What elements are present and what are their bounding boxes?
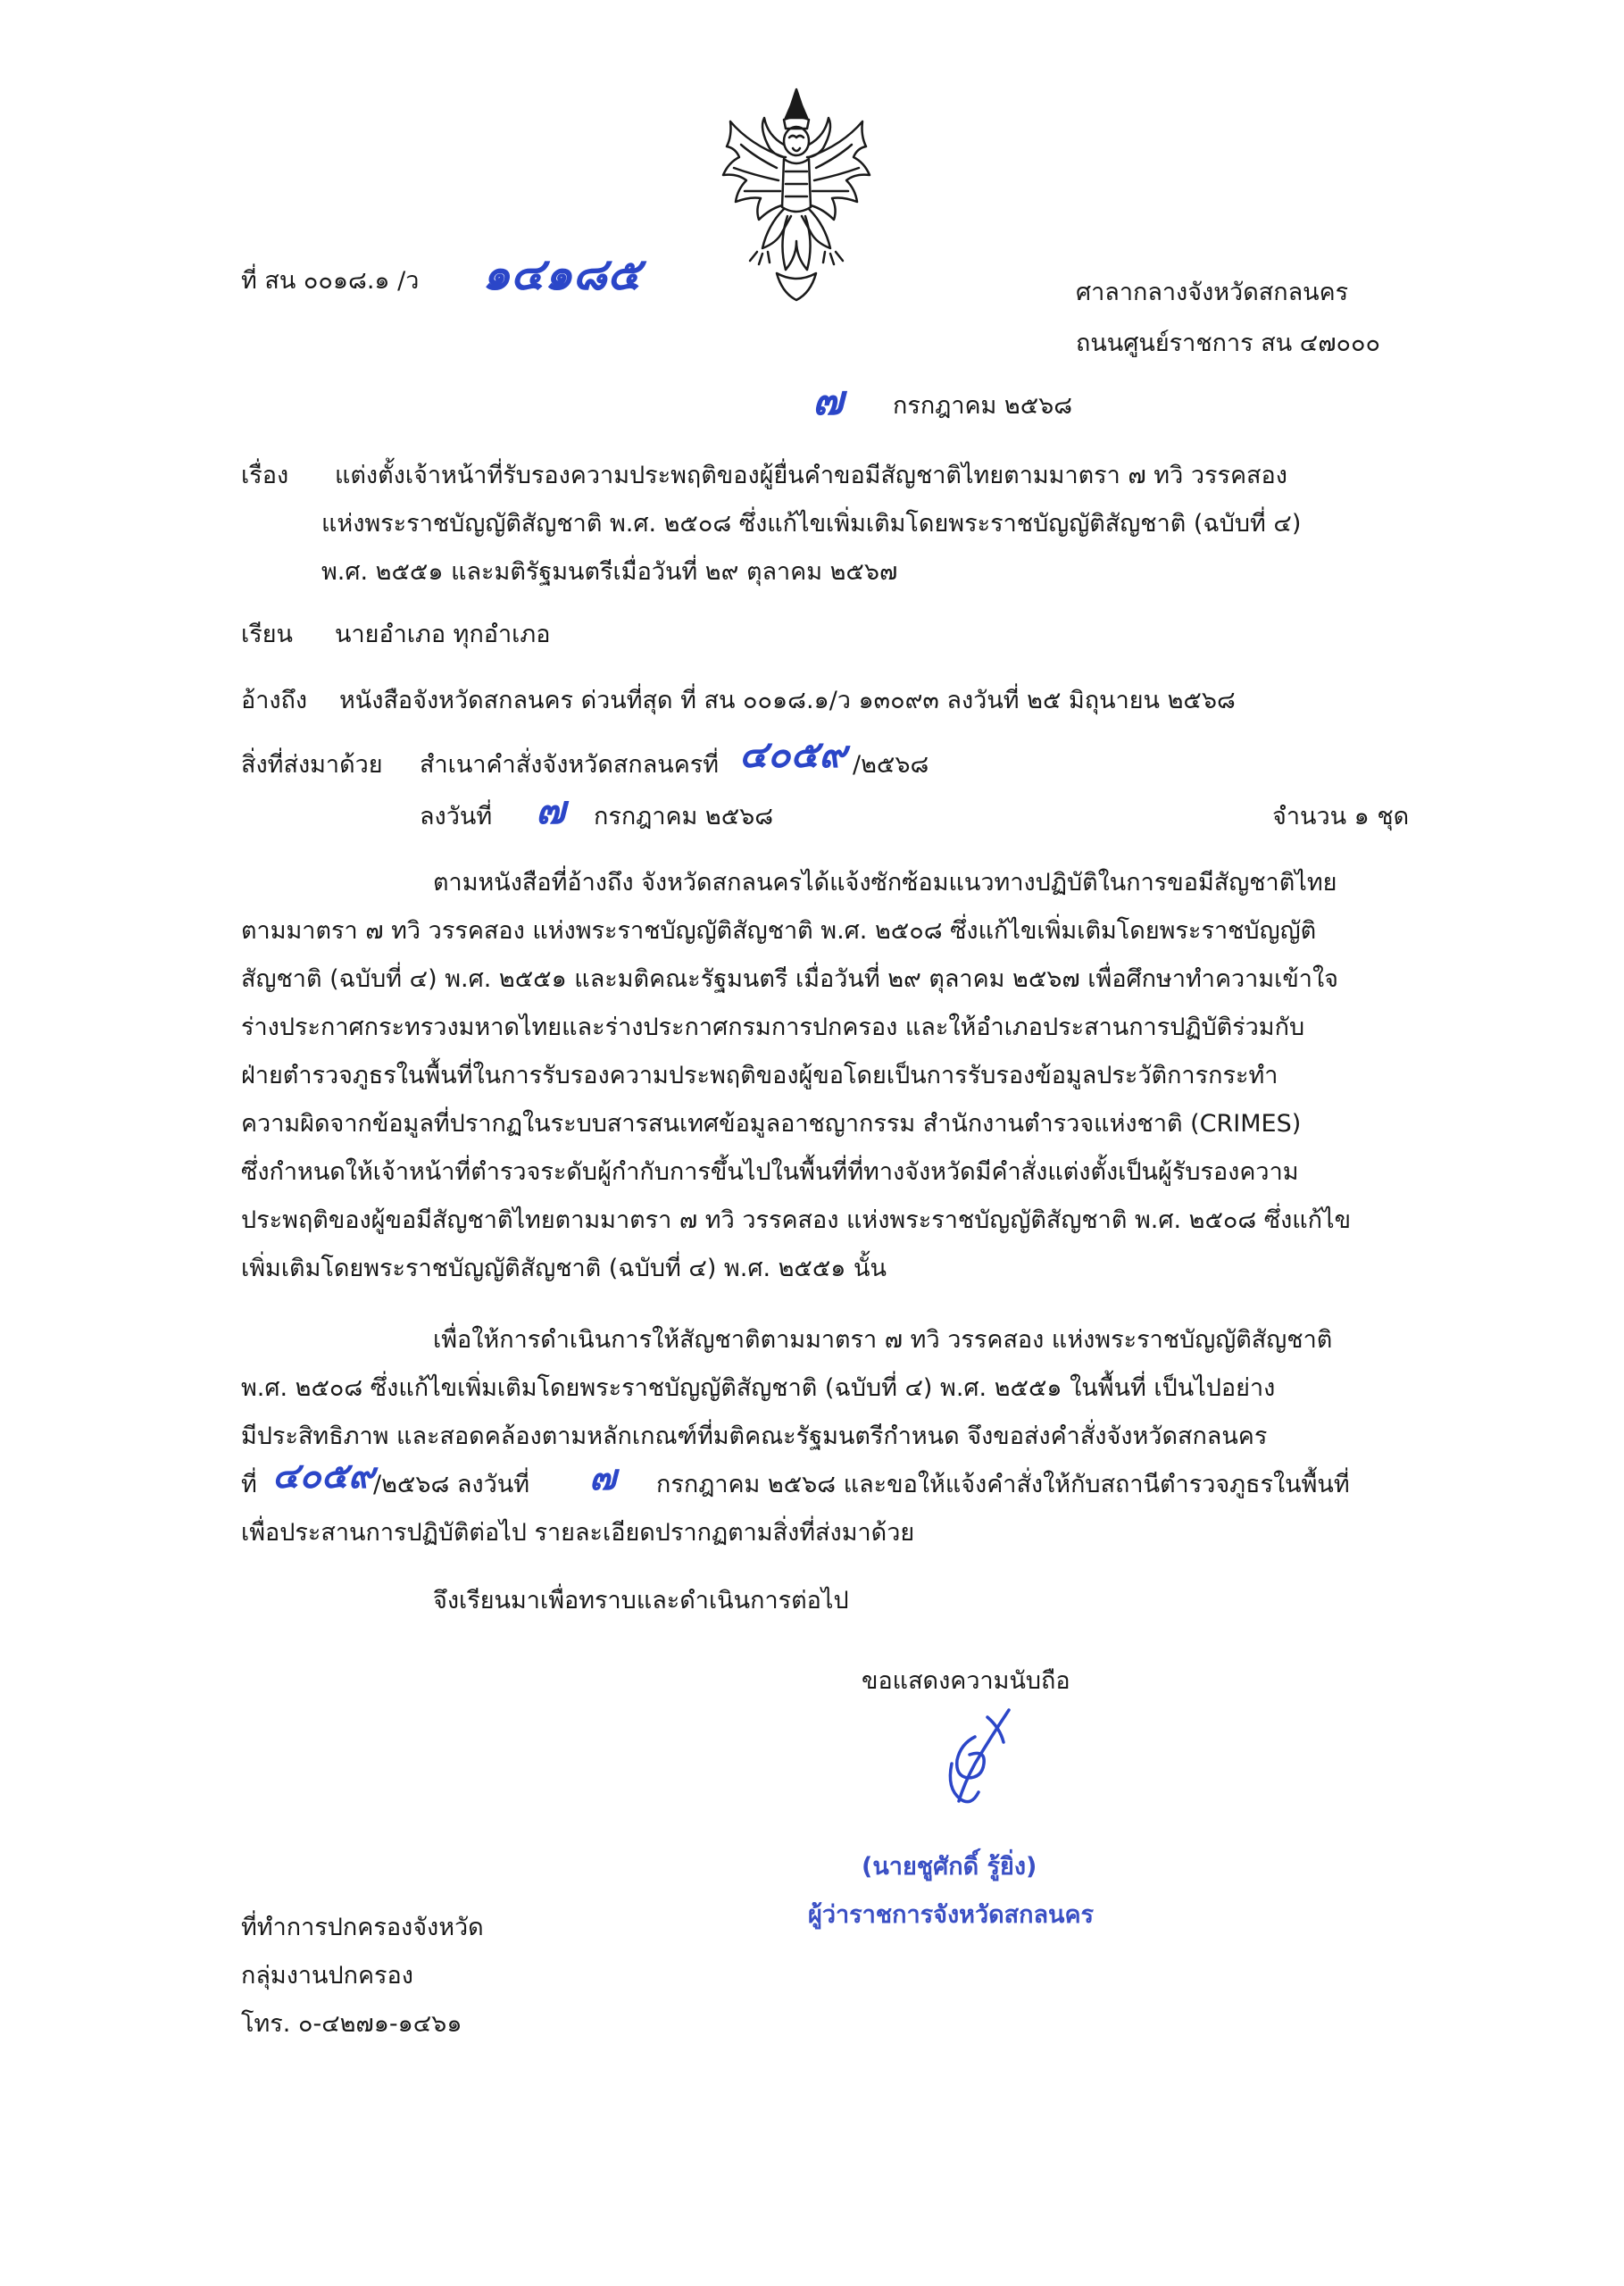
- regards: ขอแสดงความนับถือ: [862, 1667, 1070, 1695]
- body-para2-line4-mid: /๒๕๖๘ ลงวันที่: [373, 1471, 530, 1498]
- body-para1-line8: ประพฤติของผู้ขอมีสัญชาติไทยตามมาตรา ๗ ทวิ วรรคสอง แห่งพระราชบัญญัติสัญชาติ พ.ศ. ๒๕๐๘ ซึ่งแก้ไข: [241, 1206, 1352, 1234]
- enclosure-year: /๒๕๖๘: [853, 751, 929, 779]
- body-para1-line5: ฝ่ายตำรวจภูธรในพื้นที่ในการรับรองความประพฤติของผู้ขอโดยเป็นการรับรองข้อมูลประวัติการกระทำ: [241, 1062, 1278, 1089]
- subject-line-1: แต่งตั้งเจ้าหน้าที่รับรองความประพฤติของผู้ยื่นคำขอมีสัญชาติไทยตามมาตรา ๗ ทวิ วรรคสอง: [335, 462, 1287, 489]
- office-name: ศาลากลางจังหวัดสกลนคร: [1076, 279, 1349, 306]
- closing-line: จึงเรียนมาเพื่อทราบและดำเนินการต่อไป: [433, 1587, 849, 1614]
- enclosure-date-label: ลงวันที่: [420, 803, 493, 830]
- reference-text: หนังสือจังหวัดสกลนคร ด่วนที่สุด ที่ สน ๐๐๑๘.๑/ว ๑๓๐๙๓ ลงวันที่ ๒๕ มิถุนายน ๒๕๖๘: [339, 687, 1236, 714]
- body-para1-line2: ตามมาตรา ๗ ทวิ วรรคสอง แห่งพระราชบัญญัติสัญชาติ พ.ศ. ๒๕๐๘ ซึ่งแก้ไขเพิ่มเติมโดยพระราชบัญญัติ: [241, 917, 1317, 945]
- body-para1-line9: เพิ่มเติมโดยพระราชบัญญัติสัญชาติ (ฉบับที่ ๔) พ.ศ. ๒๕๕๑ นั้น: [241, 1255, 887, 1282]
- signatory-name: (นายชูศักดิ์ รู้ยิ่ง): [862, 1853, 1037, 1881]
- footer-division: กลุ่มงานปกครอง: [241, 1962, 413, 1990]
- body-para1-line6: ความผิดจากข้อมูลที่ปรากฏในระบบสารสนเทศข้อมูลอาชญากรรม สำนักงานตำรวจแห่งชาติ (CRIMES): [241, 1110, 1302, 1138]
- body-para2-line1: เพื่อให้การดำเนินการให้สัญชาติตามมาตรา ๗ ทวิ วรรคสอง แห่งพระราชบัญญัติสัญชาติ: [433, 1326, 1333, 1354]
- body-para2-line4-rest: กรกฎาคม ๒๕๖๘ และขอให้แจ้งคำสั่งให้กับสถานีตำรวจภูธรในพื้นที่: [656, 1471, 1350, 1498]
- body-para1-line7: ซึ่งกำหนดให้เจ้าหน้าที่ตำรวจระดับผู้กำกับการขึ้นไปในพื้นที่ที่ทางจังหวัดมีคำสั่งแต่งตั้งเป็นผู้รับรองความ: [241, 1158, 1299, 1186]
- garuda-emblem-icon: [714, 82, 879, 305]
- footer-phone: โทร. ๐-๔๒๗๑-๑๔๖๑: [241, 2010, 462, 2038]
- document-date: กรกฎาคม ๒๕๖๘: [893, 392, 1073, 420]
- body-para2-line5: เพื่อประสานการปฏิบัติต่อไป รายละเอียดปรากฏตามสิ่งที่ส่งมาด้วย: [241, 1519, 915, 1547]
- enclosure-day-handwritten: ๗: [536, 788, 566, 833]
- subject-line-3: พ.ศ. ๒๕๕๑ และมติรัฐมนตรีเมื่อวันที่ ๒๙ ตุลาคม ๒๕๖๗: [321, 558, 898, 586]
- reference-number-handwritten: ๑๔๑๘๕: [482, 247, 641, 300]
- reference-label: อ้างถึง: [241, 687, 308, 714]
- enclosure-label: สิ่งที่ส่งมาด้วย: [241, 751, 383, 779]
- enclosure-order-handwritten: ๔๐๕๙: [739, 732, 846, 776]
- date-day-handwritten: ๗: [812, 376, 844, 424]
- signatory-title: ผู้ว่าราชการจังหวัดสกลนคร: [808, 1901, 1095, 1929]
- body-order-handwritten: ๔๐๕๙: [272, 1455, 375, 1497]
- subject-label: เรื่อง: [241, 462, 289, 489]
- office-address: ถนนศูนย์ราชการ สน ๔๗๐๐๐: [1076, 330, 1380, 357]
- reference-number-label: ที่ สน ๐๐๑๘.๑ /ว: [241, 267, 420, 295]
- body-para1-line3: สัญชาติ (ฉบับที่ ๔) พ.ศ. ๒๕๕๑ และมติคณะรัฐมนตรี เมื่อวันที่ ๒๙ ตุลาคม ๒๕๖๗ เพื่อศึกษาทำความเข้าใจ: [241, 965, 1338, 993]
- body-day-handwritten: ๗: [589, 1456, 617, 1498]
- recipient: นายอำเภอ ทุกอำเภอ: [335, 621, 551, 648]
- handwritten-signature-icon: [911, 1701, 1027, 1817]
- enclosure-date: กรกฎาคม ๒๕๖๘: [594, 803, 774, 830]
- body-para2-line4-prefix: ที่: [241, 1471, 257, 1498]
- body-para2-line3: มีประสิทธิภาพ และสอดคล้องตามหลักเกณฑ์ที่มติคณะรัฐมนตรีกำหนด จึงขอส่งคำสั่งจังหวัดสกลนคร: [241, 1422, 1268, 1450]
- enclosure-quantity: จำนวน ๑ ชุด: [1272, 803, 1410, 830]
- recipient-label: เรียน: [241, 621, 294, 648]
- body-para1-line1: ตามหนังสือที่อ้างถึง จังหวัดสกลนครได้แจ้งซักซ้อมแนวทางปฏิบัติในการขอมีสัญชาติไทย: [433, 869, 1337, 897]
- body-para2-line2: พ.ศ. ๒๕๐๘ ซึ่งแก้ไขเพิ่มเติมโดยพระราชบัญญัติสัญชาติ (ฉบับที่ ๔) พ.ศ. ๒๕๕๑ ในพื้นที่ เป็นไปอย่าง: [241, 1374, 1276, 1402]
- enclosure-text: สำเนาคำสั่งจังหวัดสกลนครที่: [420, 751, 720, 779]
- body-para1-line4: ร่างประกาศกระทรวงมหาดไทยและร่างประกาศกรมการปกครอง และให้อำเภอประสานการปฏิบัติร่วมกับ: [241, 1014, 1305, 1041]
- subject-line-2: แห่งพระราชบัญญัติสัญชาติ พ.ศ. ๒๕๐๘ ซึ่งแก้ไขเพิ่มเติมโดยพระราชบัญญัติสัญชาติ (ฉบับที่ ๔): [321, 510, 1302, 538]
- footer-office: ที่ทำการปกครองจังหวัด: [241, 1914, 484, 1941]
